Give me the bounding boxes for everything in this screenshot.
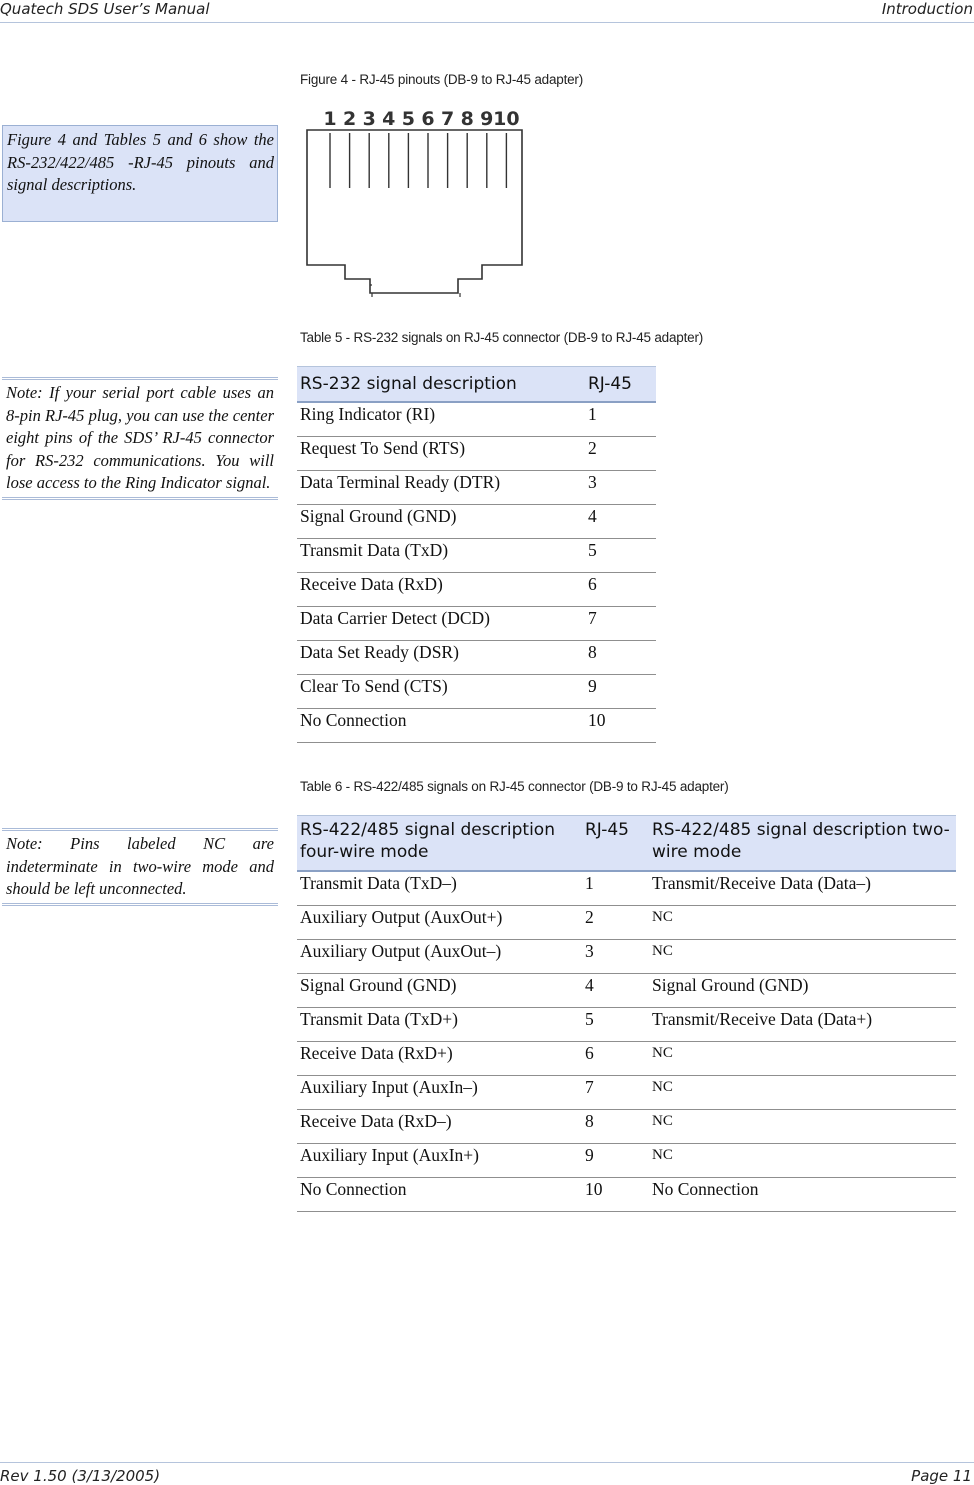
pin-number-label: 9 [480,108,494,130]
figure-note-box [2,125,278,222]
table-cell: Auxiliary Input (AuxIn+) [297,1143,582,1177]
table-cell: 10 [585,709,656,743]
table-cell: Signal Ground (GND) [297,973,582,1007]
table-row [297,1109,956,1143]
table-cell: NC [649,905,956,939]
table-cell: Auxiliary Output (AuxOut+) [297,905,582,939]
table-cell: Transmit/Receive Data (Data+) [649,1007,956,1041]
table-cell: 6 [582,1041,649,1075]
table-row [297,505,656,539]
table-cell: Data Carrier Detect (DCD) [297,607,585,641]
rs422-485-pinout-table [297,815,956,1212]
table-cell: 7 [582,1075,649,1109]
table-cell: 6 [585,573,656,607]
pin-number-label: 8 [460,108,474,130]
pin-contact-lines [330,133,506,188]
table-cell: NC [649,1041,956,1075]
figure-note-text: Figure 4 and Tables 5 and 6 show the RS-232/422/485 -RJ-45 pinouts and signal descriptions. [7,130,274,195]
table-cell: Transmit Data (TxD–) [297,871,582,906]
table-cell: 5 [585,539,656,573]
table-cell: 4 [582,973,649,1007]
table5-caption: Table 5 - RS-232 signals on RJ-45 connector (DB-9 to RJ-45 adapter) [300,330,704,345]
table-cell: Request To Send (RTS) [297,437,585,471]
table-row [297,871,956,906]
table-cell: 2 [585,437,656,471]
pin-number-label: 10 [493,108,520,130]
table-row [297,1075,956,1109]
table-cell: No Connection [297,709,585,743]
table-cell: NC [649,1109,956,1143]
column-header: RS-422/485 signal description two-wire mode [649,816,956,871]
table-row [297,675,656,709]
table-cell: Clear To Send (CTS) [297,675,585,709]
table-row [297,1177,956,1211]
table-cell: 4 [585,505,656,539]
table-header-row [297,816,956,871]
table-cell: Receive Data (RxD) [297,573,585,607]
table-cell: No Connection [297,1177,582,1211]
pin-number-label: 3 [362,108,376,130]
table-cell: 3 [582,939,649,973]
table-cell: Ring Indicator (RI) [297,402,585,437]
table-cell: Receive Data (RxD–) [297,1109,582,1143]
column-header: RJ-45 [582,816,649,871]
table-cell: 2 [582,905,649,939]
table-row [297,939,956,973]
table-row [297,709,656,743]
pin-number-label: 1 [323,108,337,130]
table-cell: Auxiliary Output (AuxOut–) [297,939,582,973]
table-row [297,641,656,675]
table-row [297,573,656,607]
table-cell: 9 [582,1143,649,1177]
pin-number-label: 7 [440,108,455,130]
connector-latch [370,285,460,297]
table-cell: 9 [585,675,656,709]
pin-number-label: 4 [382,108,396,130]
table-cell: 1 [582,871,649,906]
column-header: RJ-45 [585,367,656,403]
table-cell: 8 [582,1109,649,1143]
table6-caption: Table 6 - RS-422/485 signals on RJ-45 connector (DB-9 to RJ-45 adapter) [300,779,729,794]
header-manual-title: Quatech SDS User’s Manual [0,0,210,18]
table-cell: Transmit Data (TxD+) [297,1007,582,1041]
nc-note [2,828,278,906]
table-row [297,1143,956,1177]
table-cell: Transmit/Receive Data (Data–) [649,871,956,906]
rj45-note-text: Note: If your serial port cable uses an 8-pin RJ-45 plug, you can use the center eight pins of the SDS’ RJ-45 connector for RS-232 communications. You will lose access to the Ring Indicator signal. [6,383,274,493]
table-cell: 8 [585,641,656,675]
header-section-title: Introduction [881,0,973,18]
table-row [297,973,956,1007]
rj45-connector-diagram [300,105,530,300]
pin-number-labels [323,108,519,130]
table-cell: 5 [582,1007,649,1041]
table-row [297,607,656,641]
table-cell: 10 [582,1177,649,1211]
column-header: RS-422/485 signal description four-wire mode [297,816,582,871]
pin-number-label: 2 [342,108,357,130]
table-cell: Data Terminal Ready (DTR) [297,471,585,505]
footer-revision: Rev 1.50 (3/13/2005) [0,1467,161,1485]
table-cell: Signal Ground (GND) [297,505,585,539]
table-cell: Data Set Ready (DSR) [297,641,585,675]
figure4-caption: Figure 4 - RJ-45 pinouts (DB-9 to RJ-45 adapter) [300,72,584,87]
table-header-row [297,367,656,403]
connector-outline [307,130,522,293]
table-row [297,1041,956,1075]
table-row [297,437,656,471]
table-cell: NC [649,1143,956,1177]
table-cell: 3 [585,471,656,505]
table-cell: Auxiliary Input (AuxIn–) [297,1075,582,1109]
table-cell: NC [649,1075,956,1109]
table-row [297,471,656,505]
rs232-pinout-table [297,366,656,743]
pin-number-label: 6 [421,108,435,130]
table-cell: Transmit Data (TxD) [297,539,585,573]
footer-page-number: Page 11 [911,1467,972,1485]
table-cell: 7 [585,607,656,641]
table-cell: Receive Data (RxD+) [297,1041,582,1075]
table-cell: Signal Ground (GND) [649,973,956,1007]
column-header: RS-232 signal description [297,367,585,403]
table-row [297,402,656,437]
page-footer [0,1462,974,1485]
table-cell: NC [649,939,956,973]
table-row [297,905,956,939]
page-header [0,0,974,23]
table-cell: 1 [585,402,656,437]
table-row [297,539,656,573]
pin-number-label: 5 [401,108,416,130]
nc-note-text: Note: Pins labeled NC are indeterminate in two-wire mode and should be left unconnected. [6,834,274,899]
table-row [297,1007,956,1041]
table-cell: No Connection [649,1177,956,1211]
rj45-note [2,377,278,500]
